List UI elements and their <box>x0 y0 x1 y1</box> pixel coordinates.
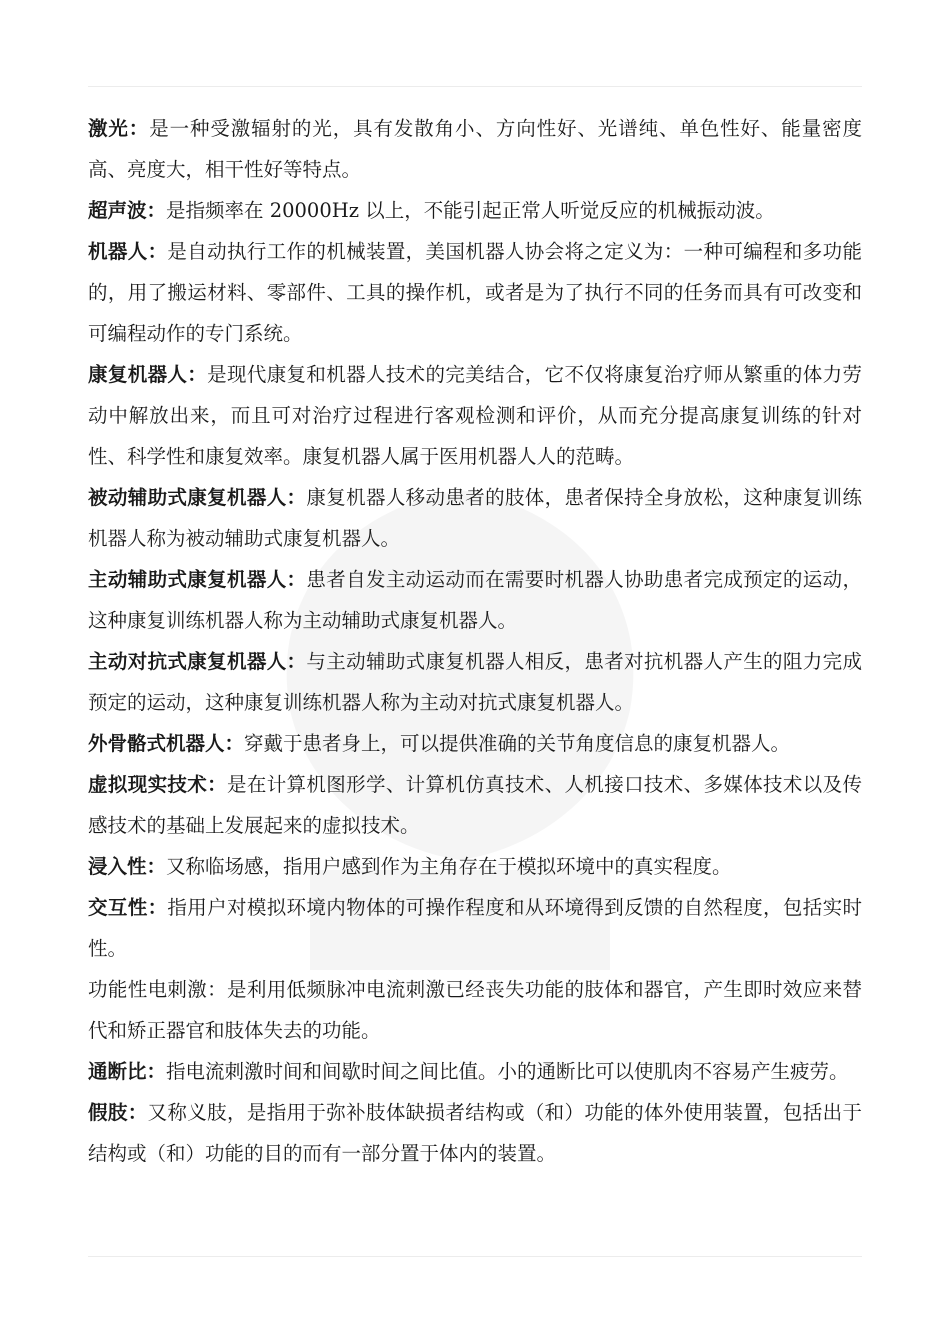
definition-term: 超声波： <box>88 199 167 222</box>
definition-entry <box>88 477 862 559</box>
definition-entry <box>88 723 862 764</box>
definition-text: 是自动执行工作的机械装置，美国机器人协会将之定义为：一种可编程和多功能的，用了搬运材料、零部件、工具的操作机，或者是为了执行不同的任务而具有可改变和可编程动作的专门系统。 <box>88 240 862 345</box>
definition-entry <box>88 1051 862 1092</box>
definition-term: 浸入性： <box>88 855 167 878</box>
definition-text: 是一种受激辐射的光，具有发散角小、方向性好、光谱纯、单色性好、能量密度高、亮度大，相干性好等特点。 <box>88 117 862 181</box>
definition-text: 与主动辅助式康复机器人相反，患者对抗机器人产生的阻力完成预定的运动，这种康复训练机器人称为主动对抗式康复机器人。 <box>88 650 862 714</box>
definition-term: 外骨骼式机器人： <box>88 732 245 755</box>
definition-entry <box>88 559 862 641</box>
footer-rule <box>88 1256 862 1257</box>
definition-text: 又称义肢，是指用于弥补肢体缺损者结构或（和）功能的体外使用装置，包括出于结构或（和）功能的目的而有一部分置于体内的装置。 <box>88 1101 862 1165</box>
definition-entry <box>88 231 862 354</box>
definition-text: 指电流刺激时间和间歇时间之间比值。小的通断比可以使肌肉不容易产生疲劳。 <box>166 1060 849 1083</box>
definition-text: 康复机器人移动患者的肢体，患者保持全身放松，这种康复训练机器人称为被动辅助式康复机器人。 <box>88 486 862 550</box>
definition-text: 穿戴于患者身上，可以提供准确的关节角度信息的康复机器人。 <box>244 732 791 755</box>
definition-term: 主动对抗式康复机器人： <box>88 650 307 673</box>
definitions-list <box>88 108 862 1174</box>
definition-text: 又称临场感，指用户感到作为主角存在于模拟环境中的真实程度。 <box>166 855 732 878</box>
definition-text: 是利用低频脉冲电流刺激已经丧失功能的肢体和器官，产生即时效应来替代和矫正器官和肢体失去的功能。 <box>88 978 862 1042</box>
definition-entry <box>88 887 862 969</box>
definition-term: 功能性电刺激： <box>88 978 227 1001</box>
definition-entry <box>88 354 862 477</box>
definition-text: 是指频率在 20000Hz 以上，不能引起正常人听觉反应的机械振动波。 <box>166 199 775 222</box>
definition-term: 激光： <box>88 117 150 140</box>
definition-term: 虚拟现实技术： <box>88 773 227 796</box>
definition-text: 指用户对模拟环境内物体的可操作程度和从环境得到反馈的自然程度，包括实时性。 <box>88 896 862 960</box>
definition-term: 康复机器人： <box>88 363 208 386</box>
definition-term: 机器人： <box>88 240 168 263</box>
definition-term: 交互性： <box>88 896 168 919</box>
definition-entry <box>88 969 862 1051</box>
definition-entry <box>88 641 862 723</box>
definition-entry <box>88 190 862 231</box>
definition-text: 患者自发主动运动而在需要时机器人协助患者完成预定的运动，这种康复训练机器人称为主动辅助式康复机器人。 <box>88 568 862 632</box>
definition-term: 通断比： <box>88 1060 167 1083</box>
definition-entry <box>88 108 862 190</box>
definition-entry <box>88 764 862 846</box>
definition-entry <box>88 1092 862 1174</box>
definition-text: 是现代康复和机器人技术的完美结合，它不仅将康复治疗师从繁重的体力劳动中解放出来，而且可对治疗过程进行客观检测和评价，从而充分提高康复训练的针对性、科学性和康复效率。康复机器人属于医用机器人人的范畴。 <box>88 363 862 468</box>
definition-term: 假肢： <box>88 1101 148 1124</box>
definition-term: 被动辅助式康复机器人： <box>88 486 307 509</box>
header-rule <box>88 86 862 87</box>
definition-text: 是在计算机图形学、计算机仿真技术、人机接口技术、多媒体技术以及传感技术的基础上发展起来的虚拟技术。 <box>88 773 862 837</box>
definition-entry <box>88 846 862 887</box>
definition-term: 主动辅助式康复机器人： <box>88 568 307 591</box>
